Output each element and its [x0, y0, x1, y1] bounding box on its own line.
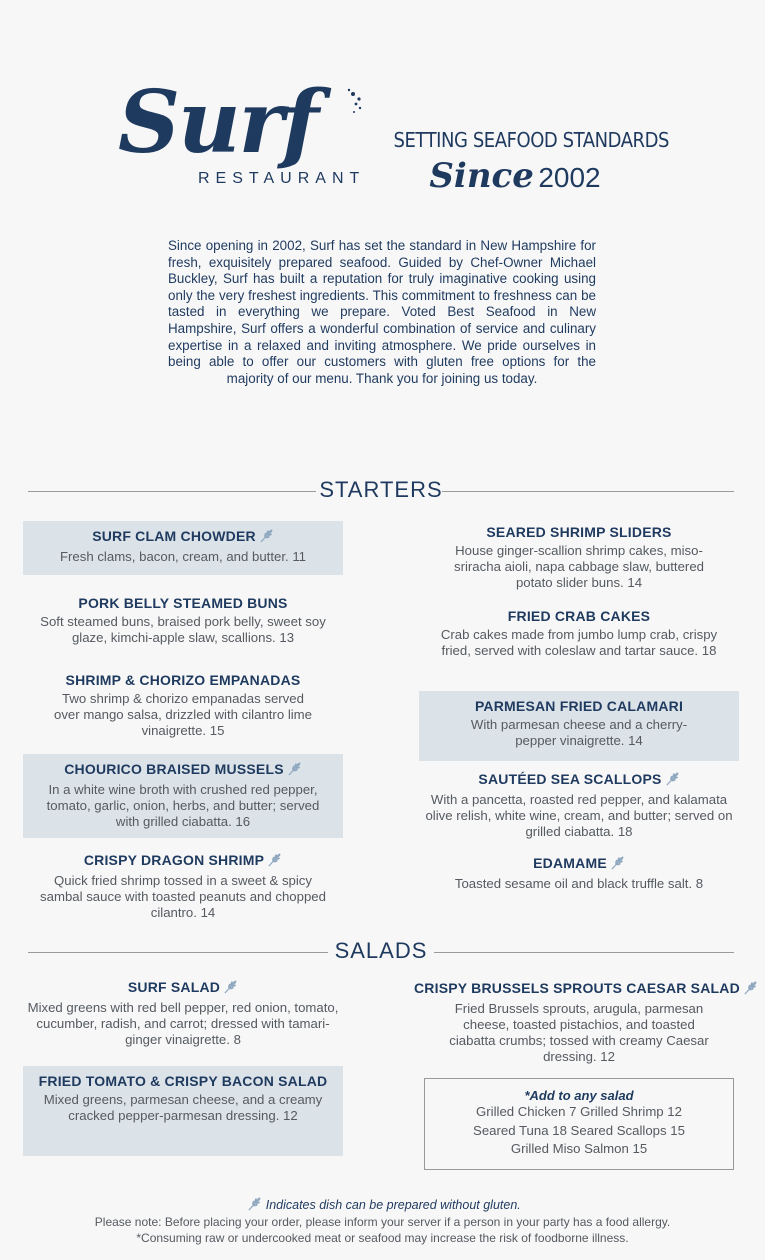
item-desc: With a pancetta, roasted red pepper, and kalamata olive relish, white wine, cream, and butter; served on grilled ciabatta. 18 [425, 792, 733, 839]
logo-subtitle: RESTAURANT [198, 170, 366, 187]
item-desc: With parmesan cheese and a cherry-pepper vinaigrette. 14 [470, 717, 688, 748]
item-desc: Fresh clams, bacon, cream, and butter. 11 [59, 549, 307, 564]
wheat-icon [665, 771, 680, 789]
item-desc: In a white wine broth with crushed red pepper, tomato, garlic, onion, herbs, and butter; served with grilled ciabatta. 16 [46, 782, 320, 829]
menu-item [419, 848, 739, 898]
salad-addons-box [424, 1078, 734, 1170]
section-title: STARTERS [319, 477, 443, 502]
section-title: SALADS [334, 938, 428, 963]
item-name: CHOURICO BRAISED MUSSELS [64, 761, 284, 777]
item-name: EDAMAME [533, 855, 607, 871]
item-desc: House ginger-scallion shrimp cakes, miso-sriracha aioli, napa cabbage slaw, buttered potato slider buns. 14 [454, 543, 704, 590]
item-name: CRISPY BRUSSELS SPROUTS CAESAR SALAD [414, 980, 740, 996]
addon-line: Grilled Chicken 7 Grilled Shrimp 12 [476, 1104, 682, 1119]
allergy-note: Please note: Before placing your order, please inform your server if a person in your party has a food allergy. [94, 1215, 671, 1229]
wheat-icon [743, 980, 758, 998]
item-desc: Mixed greens with red bell pepper, red onion, tomato, cucumber, radish, and carrot; dressed with tamari-ginger vinaigrette. 8 [27, 1000, 339, 1047]
item-name: PORK BELLY STEAMED BUNS [78, 595, 288, 611]
salads-heading [28, 938, 734, 968]
wheat-icon [223, 979, 238, 997]
wheat-icon [287, 761, 302, 779]
item-name: SEARED SHRIMP SLIDERS [486, 524, 672, 540]
item-desc: Crab cakes made from jumbo lump crab, crispy fried, served with coleslaw and tartar sauce. 18 [440, 627, 718, 658]
wheat-icon [247, 1196, 262, 1214]
gluten-free-note: Indicates dish can be prepared without gluten. [265, 1198, 521, 1212]
item-desc: Soft steamed buns, braised pork belly, sweet soy glaze, kimchi-apple slaw, scallions. 13 [40, 614, 326, 645]
item-name: SHRIMP & CHORIZO EMPANADAS [65, 672, 301, 688]
tagline [380, 128, 670, 196]
item-name: SAUTÉED SEA SCALLOPS [478, 771, 662, 787]
menu-item [23, 1066, 343, 1156]
addon-heading: *Add to any salad [524, 1088, 634, 1103]
menu-item [23, 972, 343, 1052]
item-name: SURF CLAM CHOWDER [92, 528, 256, 544]
menu-item [414, 973, 744, 1069]
menu-item [419, 691, 739, 761]
spray-icon [323, 88, 363, 128]
addon-line: Grilled Miso Salmon 15 [510, 1141, 648, 1156]
item-desc: Quick fried shrimp tossed in a sweet & spicy sambal sauce with toasted peanuts and chopped cilantro. 14 [40, 873, 326, 920]
wheat-icon [259, 528, 274, 546]
menu-item [23, 588, 343, 650]
footer [0, 1196, 765, 1246]
menu-item [23, 754, 343, 838]
tagline-year: 2002 [538, 162, 601, 193]
wheat-icon [267, 852, 282, 870]
menu-item [23, 665, 343, 745]
addon-line: Seared Tuna 18 Seared Scallops 15 [473, 1122, 685, 1138]
menu-item [23, 521, 343, 575]
starters-heading [28, 477, 734, 507]
item-name: FRIED CRAB CAKES [507, 608, 651, 624]
raw-food-note: *Consuming raw or undercooked meat or seafood may increase the risk of foodborne illness. [136, 1231, 629, 1245]
item-name: PARMESAN FRIED CALAMARI [474, 698, 684, 714]
item-desc: Mixed greens, parmesan cheese, and a creamy cracked pepper-parmesan dressing. 12 [43, 1092, 323, 1123]
item-name: CRISPY DRAGON SHRIMP [83, 852, 265, 868]
item-name: SURF SALAD [127, 979, 221, 995]
item-desc: Two shrimp & chorizo empanadas served over mango salsa, drizzled with cilantro lime vinaigrette. 15 [54, 691, 312, 738]
item-desc: Fried Brussels sprouts, arugula, parmesan cheese, toasted pistachios, and toasted ciabatta crumbs; tossed with creamy Caesar dressing. 12 [449, 1001, 709, 1064]
menu-item [419, 764, 739, 844]
wheat-icon [610, 855, 625, 873]
logo-wordmark: Surf [118, 72, 317, 173]
menu-item [419, 517, 739, 597]
tagline-since: Since [429, 156, 534, 196]
item-name: FRIED TOMATO & CRISPY BACON SALAD [38, 1073, 328, 1089]
menu-item [419, 601, 739, 681]
intro-paragraph: Since opening in 2002, Surf has set the standard in New Hampshire for fresh, exquisitely prepared seafood. Guided by Chef-Owner Michael Buckley, Surf has built a reputation for truly imaginative cooking using only the very freshest ingredients. This commitment to freshness can be tasted in everything we prepare. Voted Best Seafood in New Hampshire, Surf offers a wonderful combination of service and culinary expertise in a relaxed and inviting atmosphere. We pride ourselves in being able to offer our customers with gluten free options for the majority of our menu. Thank you for joining us today. [168, 238, 596, 386]
menu-item [23, 845, 343, 925]
tagline-text: SETTING SEAFOOD STANDARDS [393, 128, 670, 152]
surf-logo [118, 72, 368, 196]
item-desc: Toasted sesame oil and black truffle salt. 8 [454, 876, 704, 891]
